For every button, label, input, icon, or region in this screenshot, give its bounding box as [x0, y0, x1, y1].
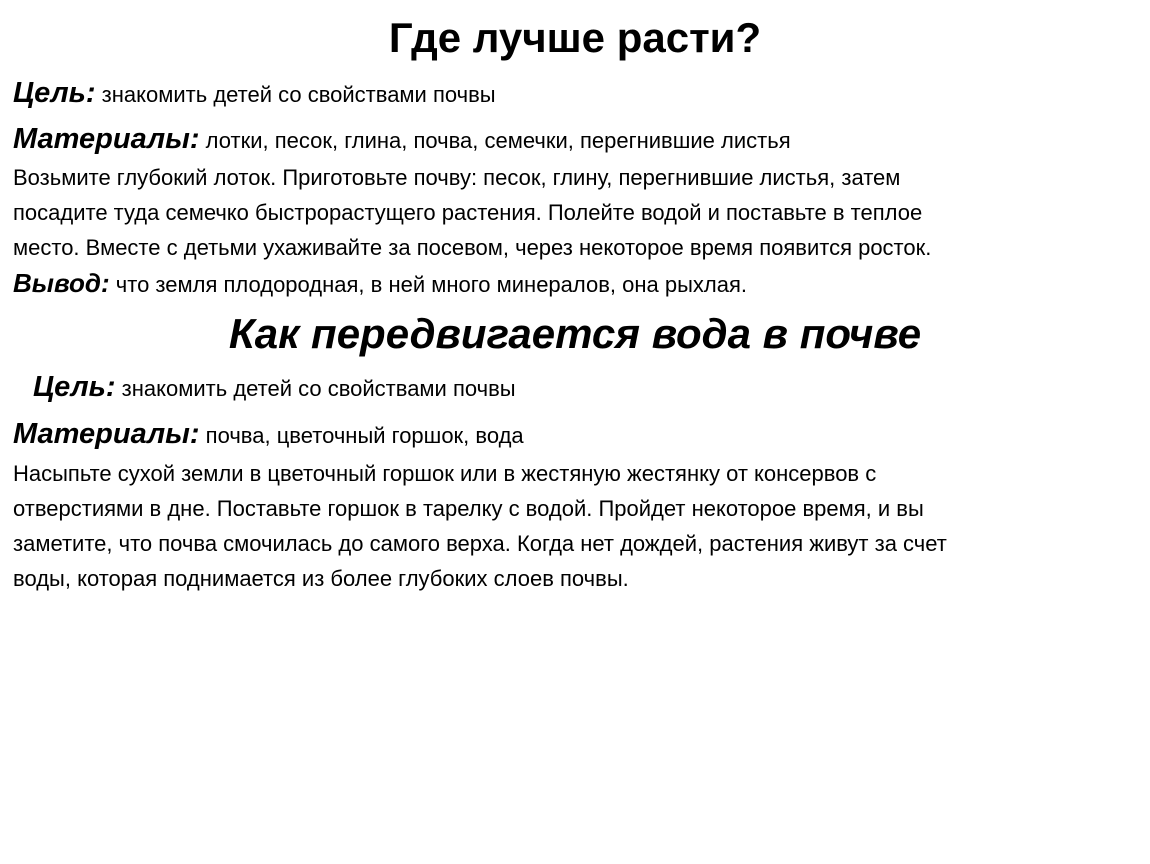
section2-instruction-line: отверстиями в дне. Поставьте горшок в тарелку с водой. Пройдет некоторое время, и вы	[13, 496, 924, 521]
section1-instruction-line: место. Вместе с детьми ухаживайте за посевом, через некоторое время появится росток.	[13, 235, 932, 260]
section1-materials-label: Материалы:	[13, 123, 200, 155]
section2-instructions	[13, 456, 1138, 596]
section2-title: Как передвигается вода в почве	[228, 310, 922, 357]
section1-materials-text: лотки, песок, глина, почва, семечки, перегнившие листья	[205, 128, 791, 153]
section1-conclusion-label: Вывод:	[13, 268, 110, 298]
section1-conclusion-text: что земля плодородная, в ней много минералов, она рыхлая.	[115, 272, 748, 297]
section2-instruction-line: воды, которая поднимается из более глубоких слоев почвы.	[13, 566, 629, 591]
section2-instruction-line: заметите, что почва смочилась до самого верха. Когда нет дождей, растения живут за счет	[13, 531, 947, 556]
section2-materials-text: почва, цветочный горшок, вода	[205, 423, 524, 448]
section1-instructions	[13, 160, 1138, 265]
section2-instruction-line: Насыпьте сухой земли в цветочный горшок или в жестяную жестянку от консервов с	[13, 461, 877, 486]
section1-goal	[13, 78, 496, 110]
section2-goal	[33, 372, 516, 404]
section1-instruction-line: посадите туда семечко быстрорастущего растения. Полейте водой и поставьте в теплое	[13, 200, 923, 225]
section1-instruction-line: Возьмите глубокий лоток. Приготовьте почву: песок, глину, перегнившие листья, затем	[13, 165, 901, 190]
section2-materials-label: Материалы:	[13, 418, 200, 450]
section1-goal-text: знакомить детей со свойствами почвы	[101, 82, 496, 107]
section1-title: Где лучше расти?	[388, 14, 762, 61]
section2-goal-label: Цель:	[33, 371, 116, 403]
section1-goal-label: Цель:	[13, 77, 96, 109]
section1-materials	[13, 124, 791, 156]
section2-materials	[13, 419, 524, 451]
section2-goal-text: знакомить детей со свойствами почвы	[121, 376, 516, 401]
section1-conclusion	[13, 268, 747, 300]
